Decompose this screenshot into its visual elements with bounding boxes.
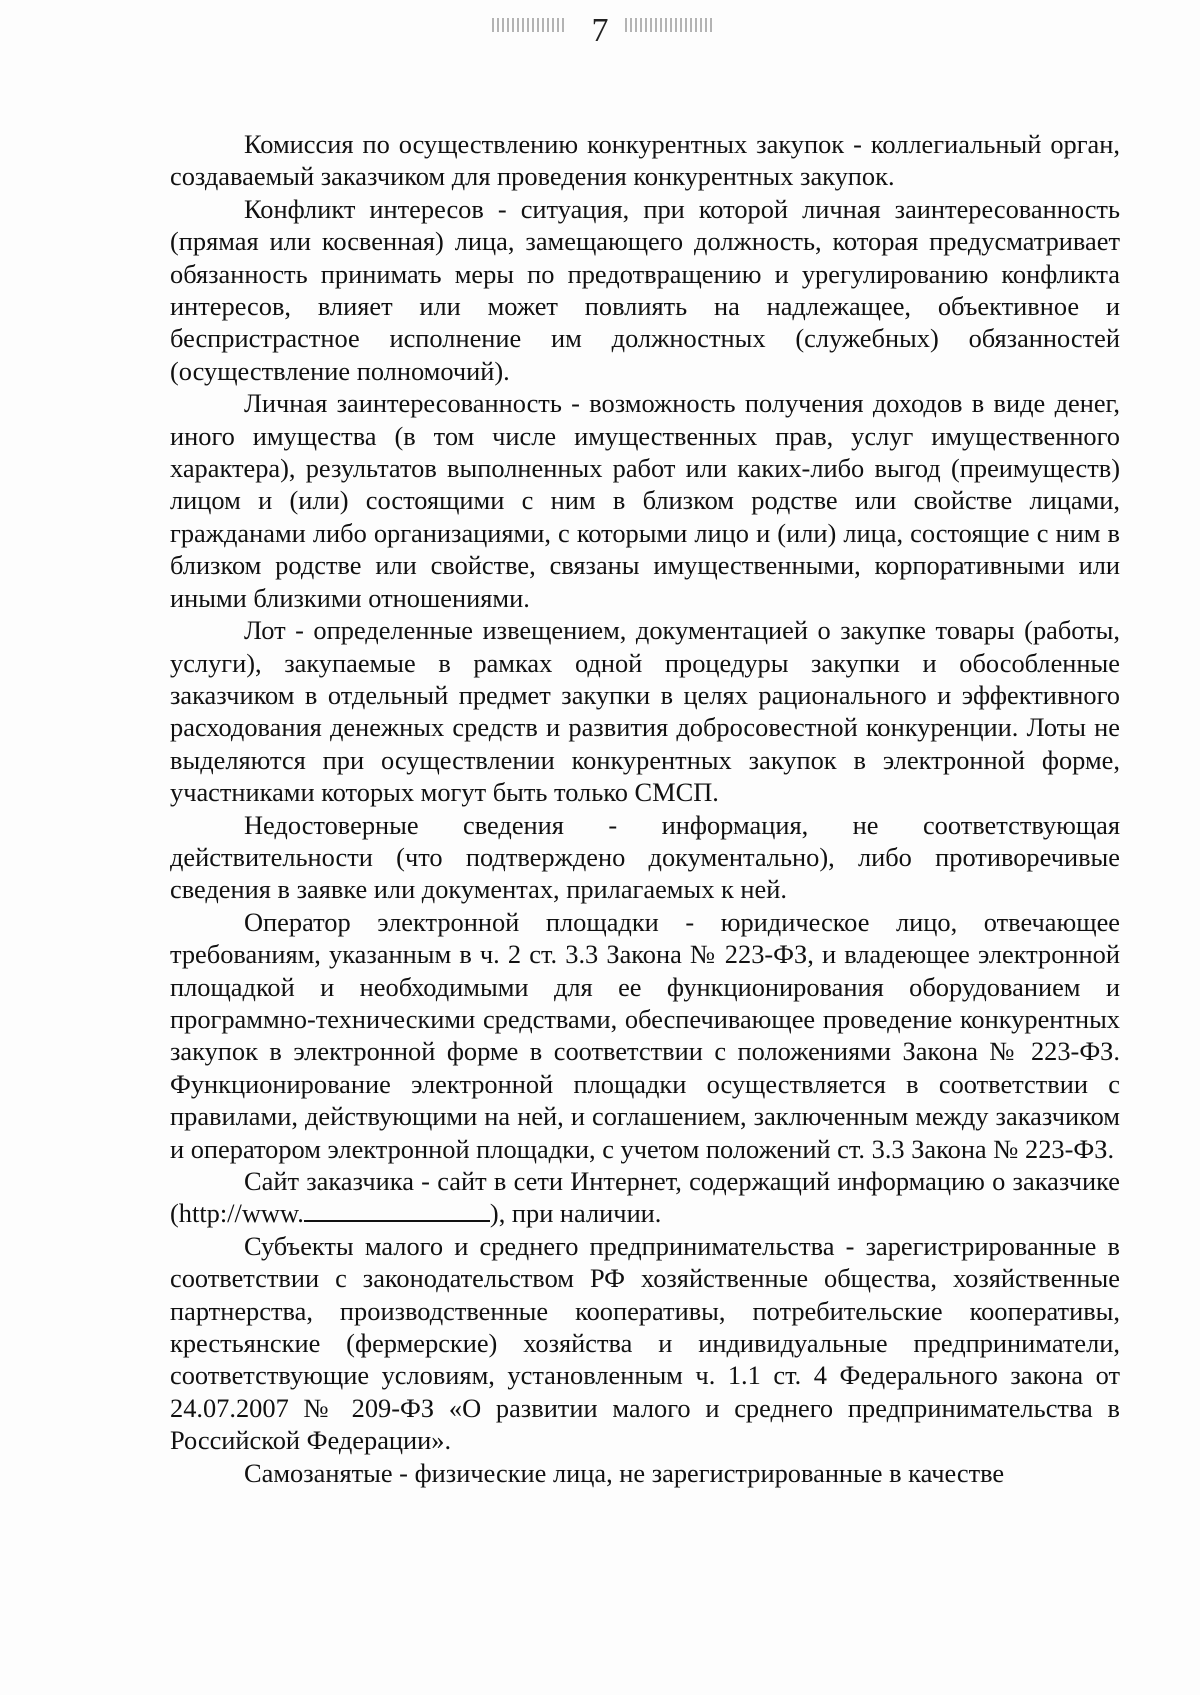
site-definition-paragraph	[170, 1165, 1120, 1230]
site-text-after: ), при наличии.	[489, 1198, 662, 1229]
definition-paragraph: Оператор электронной площадки - юридическое лицо, отвечающее требованиям, указанным в ч. 2 ст. 3.3 Закона № 223-ФЗ, и владеющее электронной площадкой и необходимыми для ее функционирования оборудованием и программно-техническими средствами, обеспечивающее проведение конкурентных закупок в электронной форме в соответствии с положениями Закона № 223-ФЗ. Функционирование электронной площадки осуществляется в соответствии с правилами, действующими на ней, и соглашением, заключенным между заказчиком и оператором электронной площадки, с учетом положений ст. 3.3 Закона № 223-ФЗ.	[170, 906, 1120, 1164]
definition-paragraph: Лот - определенные извещением, документацией о закупке товары (работы, услуги), закупаемые в рамках одной процедуры закупки и обособленные заказчиком в отдельный предмет закупки в целях рационального и эффективного расходования денежных средств и развития добросовестной конкуренции. Лоты не выделяются при осуществлении конкурентных закупок в электронной форме, участниками которых могут быть только СМСП.	[170, 615, 1120, 808]
site-text-before: Сайт заказчика - сайт в сети Интернет, содержащий информацию о заказчике (http://www.	[170, 1166, 1120, 1229]
definition-paragraph: Комиссия по осуществлению конкурентных закупок - коллегиальный орган, создаваемый заказчиком для проведения конкурентных закупок.	[170, 129, 1120, 192]
definition-paragraph: Недостоверные сведения - информация, не соответствующая действительности (что подтверждено документально), либо противоречивые сведения в заявке или документах, прилагаемых к ней.	[170, 809, 1120, 905]
blank-line	[304, 1198, 490, 1222]
page-number: 7	[591, 12, 609, 49]
definition-paragraph: Субъекты малого и среднего предпринимательства - зарегистрированные в соответствии с законодательством РФ хозяйственные общества, хозяйственные партнерства, производственные кооперативы, потребительские кооперативы, крестьянские (фермерские) хозяйства и индивидуальные предприниматели, соответствующие условиям, установленным ч. 1.1 ст. 4 Федерального закона от 24.07.2007 № 209-ФЗ «О развитии малого и среднего предпринимательства в Российской Федерации».	[170, 1230, 1120, 1456]
definition-paragraph: Личная заинтересованность - возможность получения доходов в виде денег, иного имущества (в том числе имущественных прав, услуг имущественного характера), результатов выполненных работ или каких-либо выгод (преимуществ) лицом и (или) состоящими с ним в близком родстве или свойстве лицами, гражданами либо организациями, с которыми лицо и (или) лица, состоящие с ним в близком родстве или свойстве, связаны имущественными, корпоративными или иными близкими отношениями.	[170, 388, 1120, 613]
definition-paragraph: Конфликт интересов - ситуация, при которой личная заинтересованность (прямая или косвенная) лица, замещающего должность, которая предусматривает обязанность принимать меры по предотвращению и урегулированию конфликта интересов, влияет или может повлиять на надлежащее, объективное и беспристрастное исполнение им должностных (служебных) обязанностей (осуществление полномочий).	[170, 193, 1120, 386]
document-body	[170, 128, 1120, 1489]
definition-paragraph: Самозанятые - физические лица, не зарегистрированные в качестве	[244, 1457, 1005, 1488]
